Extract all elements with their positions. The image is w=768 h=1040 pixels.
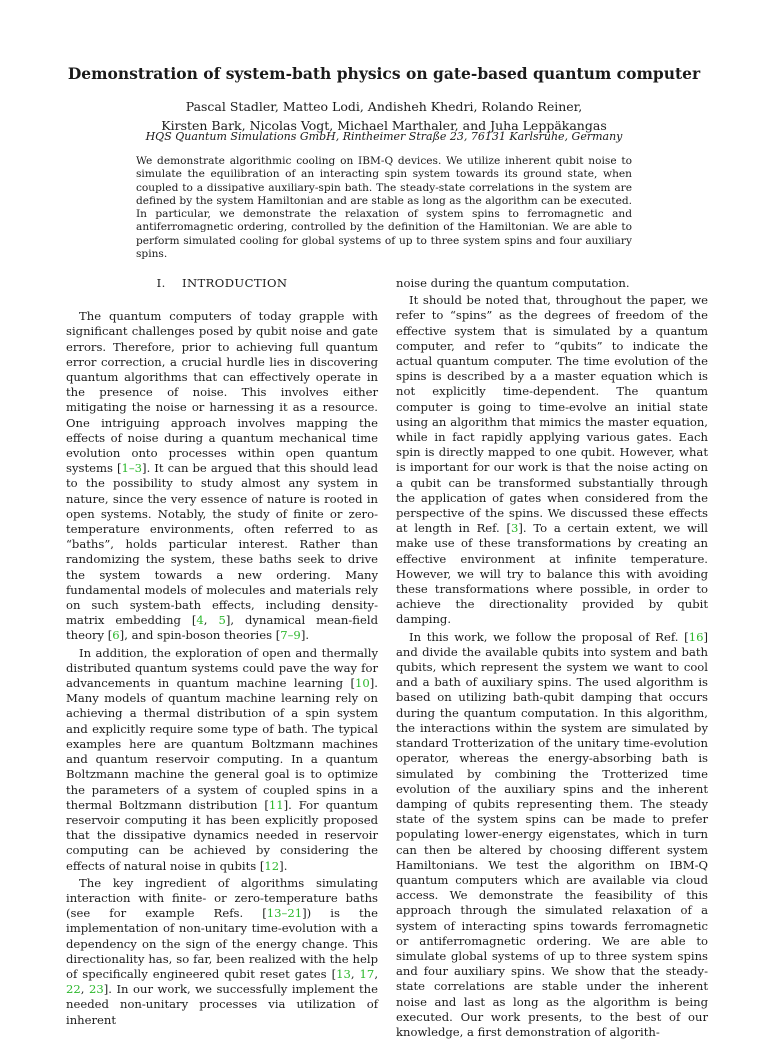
paragraph: It should be noted that, throughout the paper, we refer to “spins” as the degrees of freedom of the effective system that is simulated by a quantum computer, and refer to “qubits” to indicate the actual quantum computer. The time evolution of the spins is described by a a master equation which is not explicitly time-dependent. The quantum computer is going to time-evolve an initial state using an algorithm that mimics the master equation, while in fact rapidly applying various gates. Each spin is directly mapped to one qubit. However, what is important for our work is that the noise acting on a qubit can be transformed substantially through the application of gates when considered from the perspective of the spins. We discussed these effects at length in Ref. [3]. To a certain extent, we will make use of these transformations by creating an effective environment at infinite temperature. However, we will try to balance this with avoiding these transformations where possible, in order to achieve the directionality provided by qubit damping. bbox=[396, 293, 708, 627]
paper-title: Demonstration of system-bath physics on gate-based quantum computer bbox=[67, 64, 701, 83]
citation-link[interactable]: 11 bbox=[268, 797, 284, 812]
citation-link[interactable]: 3 bbox=[511, 521, 519, 536]
section-heading bbox=[66, 276, 378, 291]
paragraph: In addition, the exploration of open and thermally distributed quantum systems could pave the way for advancements in quantum machine learning [10]. Many models of quantum machine learning rely on achieving a thermal distribution of a spin system and explicitly require some type of bath. The typical examples here are quantum Boltzmann machines and quantum reservoir computing. In a quantum Boltzmann machine the general goal is to optimize the parameters of a system of coupled spins in a thermal Boltzmann distribution [11]. For quantum reservoir computing it has been explicitly proposed that the dissipative dynamics needed in reservoir computing can be achieved by considering the effects of natural noise in qubits [12]. bbox=[66, 645, 378, 873]
citation-link[interactable]: 17 bbox=[359, 966, 375, 981]
author-line: Pascal Stadler, Matteo Lodi, Andisheh Khedri, Rolando Reiner, bbox=[185, 99, 583, 114]
paragraph: In this work, we follow the proposal of Ref. [16] and divide the available qubits into system and bath qubits, which represent the system we want to cool and a bath of auxiliary spins. The used algorithm is based on utilizing bath-qubit damping that occurs during the quantum computation. In this algorithm, the interactions within the system are simulated by standard Trotterization of the unitary time-evolution operator, whereas the energy-absorbing bath is simulated by combining the Trotterized time evolution of the auxiliary spins and the inherent damping of qubits representing them. The steady state of the system spins can be made to prefer populating lower-energy eigenstates, which in turn can then be altered by choosing different system Hamiltonians. We test the algorithm on IBM-Q quantum computers which are available via cloud access. We demonstrate the feasibility of this approach through the simulated relaxation of a system of interacting spins towards ferromagnetic or antiferromagnetic ordering. We are able to simulate global systems of up to three system spins and four auxiliary spins. We show that the steady-state correlations are stable under the inherent noise and last as long as the algorithm is being executed. Our work presents, to the best of our knowledge, a first demonstration of algorith- bbox=[396, 629, 708, 1039]
citation-link[interactable]: 23 bbox=[88, 982, 104, 997]
citation-link[interactable]: 22 bbox=[66, 982, 81, 997]
citation-link[interactable]: 4 bbox=[196, 613, 204, 628]
citation-link[interactable]: 13–21 bbox=[266, 906, 303, 921]
right-column bbox=[396, 276, 708, 1040]
citation-link[interactable]: 13 bbox=[336, 966, 351, 981]
left-column bbox=[66, 276, 378, 1028]
section-number: I. bbox=[156, 276, 166, 290]
paragraph: The key ingredient of algorithms simulating interaction with finite- or zero-temperature baths (see for example Refs. [13–21]) is the implementation of non-unitary time-evolution with a dependency on the sign of the energy change. This directionality has, so far, been realized with the help of specifically engineered qubit reset gates [13, 17, 22, 23]. In our work, we successfully implement the needed non-unitary processes via utilization of inherent bbox=[66, 875, 379, 1027]
citation-link[interactable]: 6 bbox=[112, 628, 120, 643]
citation-link[interactable]: 16 bbox=[688, 629, 704, 644]
affiliation: HQS Quantum Simulations GmbH, Rintheimer Straße 23, 76131 Karlsruhe, Germany bbox=[145, 130, 623, 143]
section-title: INTRODUCTION bbox=[182, 276, 288, 290]
citation-link[interactable]: 10 bbox=[355, 676, 370, 691]
citation-link[interactable]: 5 bbox=[218, 613, 226, 628]
citation-link[interactable]: 12 bbox=[264, 858, 280, 873]
citation-link[interactable]: 1–3 bbox=[121, 461, 143, 476]
abstract: We demonstrate algorithmic cooling on IBM-Q devices. We utilize inherent qubit noise to simulate the equilibration of an interacting spin system towards its ground state, when coupled to a dissipative auxiliary-spin bath. The steady-state correlations in the system are defined by the system Hamiltonian and are stable as long as the algorithm can be executed. In particular, we demonstrate the relaxation of system spins to ferromagnetic and antiferromagnetic ordering, controlled by the definition of the Hamiltonian. We are able to perform simulated cooling for global systems of up to three system spins and four auxiliary spins. bbox=[136, 155, 632, 261]
author-line: Kirsten Bark, Nicolas Vogt, Michael Marthaler, and Juha Leppäkangas bbox=[161, 118, 607, 133]
citation-link[interactable]: 7–9 bbox=[280, 628, 301, 643]
paragraph: The quantum computers of today grapple with significant challenges posed by qubit noise and gate errors. Therefore, prior to achieving full quantum error correction, a crucial hurdle lies in discovering quantum algorithms that can effectively operate in the presence of noise. This involves either mitigating the noise or harnessing it as a resource. One intriguing approach involves mapping the effects of noise during a quantum mechanical time evolution onto processes within open quantum systems [1–3]. It can be argued that this should lead to the possibility to study almost any system in nature, since the very essence of nature is rooted in open systems. Notably, the study of finite or zero-temperature environments, often referred to as “baths”, holds particular interest. Rather than randomizing the system, these baths seek to drive the system towards a new ordering. Many fundamental models of molecules and materials rely on such system-bath effects, including density-matrix embedding [4, 5], dynamical mean-field theory [6], and spin-boson theories [7–9]. bbox=[66, 309, 379, 643]
paragraph: noise during the quantum computation. bbox=[396, 276, 630, 290]
